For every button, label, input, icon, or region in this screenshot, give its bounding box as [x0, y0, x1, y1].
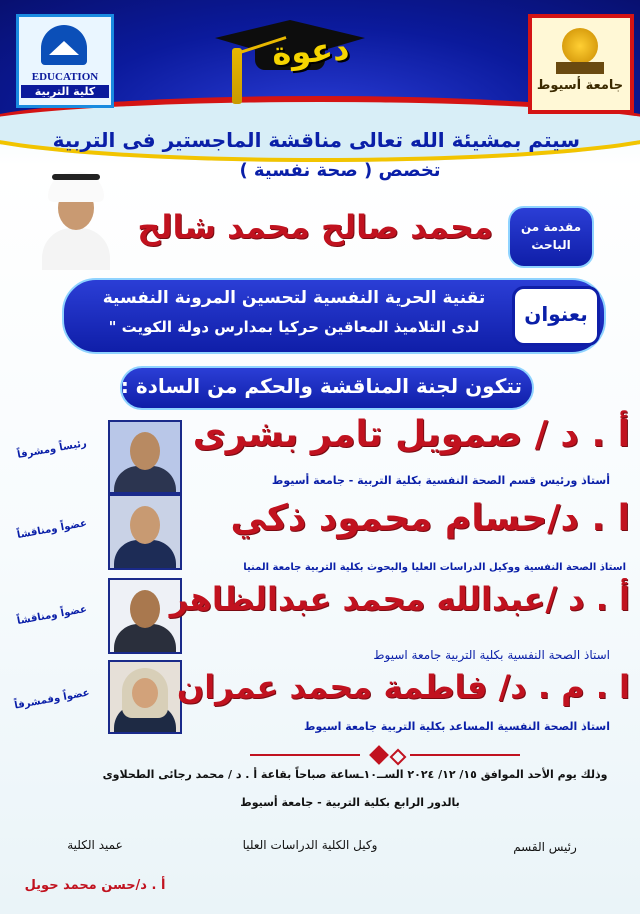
committee-member — [0, 658, 640, 748]
member-photo — [108, 420, 182, 494]
signature-head-of-dept: رئيس القسم — [513, 840, 577, 854]
thesis-label-box — [512, 286, 600, 346]
member-photo — [108, 660, 182, 734]
tassel-icon — [232, 48, 242, 104]
logo-text-en: EDUCATION — [31, 71, 99, 83]
venue-line: وذلك يوم الأحد الموافق ١٥/ ١٢/ ٢٠٢٤ الســ١٠ـساعة صباحاً بقاعة أ . د / محمد رجائى الطحلاوى — [102, 768, 608, 781]
member-name: أ . د / صمويل تامر بشرى — [192, 414, 630, 455]
signature-vice-dean: وكيل الكلية الدراسات العليا — [242, 838, 378, 852]
member-role: رئيساً ومشرفاً — [16, 437, 88, 462]
diamond-ornament-icon — [369, 745, 389, 765]
member-name: أ . د /عبدالله محمد عبدالظاهر — [169, 580, 630, 618]
presented-by-text: مقدمة من الباحث — [520, 220, 582, 252]
thesis-title-line1: تقنية الحرية النفسية لتحسين المرونة النفسية — [102, 288, 486, 308]
university-logo — [528, 14, 634, 114]
venue-line-2: بالدور الرابع بكلية التربية - جامعة أسيوط — [240, 796, 460, 809]
researcher-photo — [36, 166, 116, 270]
researcher-body — [42, 228, 110, 270]
committee-heading-box — [120, 366, 534, 410]
committee-member — [0, 414, 640, 504]
committee-member — [0, 494, 640, 584]
member-role: عضواً ومناقشاً — [16, 517, 88, 542]
member-description: استاذ الصحة النفسية المساعد بكلية التربية جامعة اسيوط — [304, 720, 610, 733]
member-photo — [108, 494, 182, 570]
dean-name: أ . د/حسن محمد حويل — [24, 878, 166, 893]
logo-text-ar: كلية التربية — [21, 85, 109, 98]
member-description: استاذ الصحة النفسية ووكيل الدراسات العليا والبحوث بكلية التربية جامعة المنيا — [243, 562, 626, 573]
member-name: ا . م . د/ فاطمة محمد عمران — [176, 668, 630, 706]
member-name: ا . د/حسام محمود ذكي — [230, 498, 630, 539]
member-role: عضواً ومناقشاً — [16, 603, 88, 628]
invitation-title: دعوة — [270, 29, 351, 73]
member-description: استاذ الصحة النفسية بكلية التربية جامعة اسيوط — [373, 648, 610, 662]
logo-text-ar-right: جامعة أسيوط — [536, 78, 624, 93]
intro-line: سيتم بمشيئة الله تعالى مناقشة الماجستير فى التربية — [52, 128, 580, 152]
specialty-line: تخصص ( صحة نفسية ) — [239, 160, 441, 181]
member-role: عضواً وفمشرفاً — [13, 687, 91, 712]
member-description: أستاذ ورئيس قسم الصحة النفسية بكلية التربية - جامعة أسيوط — [271, 474, 610, 487]
diamond-ornament-icon — [390, 749, 407, 766]
decorative-divider — [250, 748, 520, 762]
presented-by-badge — [508, 206, 594, 268]
researcher-name: محمد صالح محمد شالح — [137, 208, 493, 246]
thesis-title-line2: لدى التلاميذ المعاقين حركيا بمدارس دولة الكويت " — [108, 318, 480, 336]
sun-icon — [562, 28, 598, 64]
signature-dean: عميد الكلية — [67, 838, 123, 852]
committee-member — [0, 576, 640, 666]
researcher-agal — [52, 174, 100, 180]
temple-icon — [556, 62, 604, 74]
faculty-logo — [16, 14, 114, 108]
committee-heading: تتكون لجنة المناقشة والحكم من السادة : — [120, 374, 522, 398]
thesis-label: بعنوان — [524, 302, 588, 326]
